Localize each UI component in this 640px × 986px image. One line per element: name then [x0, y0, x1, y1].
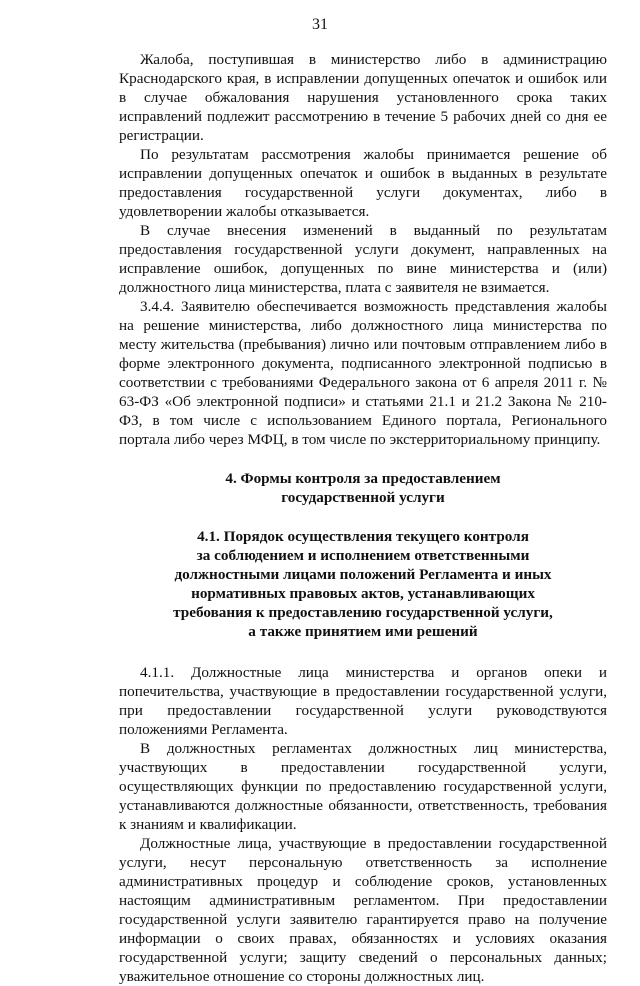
section-4-heading-line: государственной услуги — [281, 489, 445, 506]
paragraph-no-fee: В случае внесения изменений в выданный по результатам предоставления государственной услуги документ, направленных на исправление ошибок, допущенных по вине министерства и (или) должностного лица министерства, плата с заявителя не взимается. — [119, 222, 607, 296]
paragraph-review-result: По результатам рассмотрения жалобы принимается решение об исправлении допущенных опечаток и ошибок в выданных в результате предоставления государственной услуги документах, либо в удовлетворении жалобы отказывается. — [119, 146, 607, 220]
section-4-1-heading-line: 4.1. Порядок осуществления текущего контроля — [197, 528, 529, 545]
section-4-1-heading-line: требования к предоставлению государственной услуги, — [173, 604, 553, 621]
paragraph-personal-responsibility: Должностные лица, участвующие в предоставлении государственной услуги, несут персональную ответственность за исполнение административных процедур и соблюдение сроков, установленных настоящим административным регламентом. При предоставлении государственной услуги заявителю гарантируется право на получение информации о своих правах, обязанностях и условиях оказания государственной услуги; защиту сведений о персональных данных; уважительное отношение со стороны должностных лиц. — [119, 835, 607, 985]
section-4-1-heading-line: нормативных правовых актов, устанавливающих — [191, 585, 535, 602]
section-4-heading-line: 4. Формы контроля за предоставлением — [225, 470, 501, 487]
section-4-1-heading-line: должностными лицами положений Регламента и иных — [174, 566, 552, 583]
spacer — [119, 449, 607, 469]
page-number: 31 — [312, 16, 328, 33]
paragraph-4-1-1: 4.1.1. Должностные лица министерства и органов опеки и попечительства, участвующие в предоставлении государственной услуги, при предоставлении государственной услуги руководствуются положениями Регламента. — [119, 664, 607, 738]
spacer — [119, 641, 607, 663]
paragraph-job-regulations: В должностных регламентах должностных лиц министерства, участвующих в предоставлении государственной услуги, осуществляющих функции по предоставлению государственной услуги, устанавливаются должностные обязанности, ответственность, требования к знаниям и квалификации. — [119, 740, 607, 833]
section-4-1-heading-line: за соблюдением и исполнением ответственными — [196, 547, 530, 564]
section-4-heading — [119, 469, 607, 507]
section-4-1-heading-line: а также принятием ими решений — [248, 623, 478, 640]
paragraph-3-4-4: 3.4.4. Заявителю обеспечивается возможность представления жалобы на решение министерства, либо должностного лица министерства по месту жительства (пребывания) лично или почтовым отправлением либо в форме электронного документа, подписанного электронной подписью в соответствии с требованиями Федерального закона от 6 апреля 2011 г. № 63-ФЗ «Об электронной подписи» и статьями 21.1 и 21.2 Закона № 210-ФЗ, в том числе с использованием Единого портала, Регионального портала либо через МФЦ, в том числе по экстерриториальному принципу. — [119, 298, 607, 448]
spacer — [119, 507, 607, 527]
paragraph-complaint-review: Жалоба, поступившая в министерство либо в администрацию Краснодарского края, в исправлении допущенных опечаток и ошибок или в случае обжалования нарушения установленного срока таких исправлений подлежит рассмотрению в течение 5 рабочих дней со дня ее регистрации. — [119, 51, 607, 144]
page-content — [119, 50, 607, 986]
section-4-1-heading — [119, 527, 607, 641]
